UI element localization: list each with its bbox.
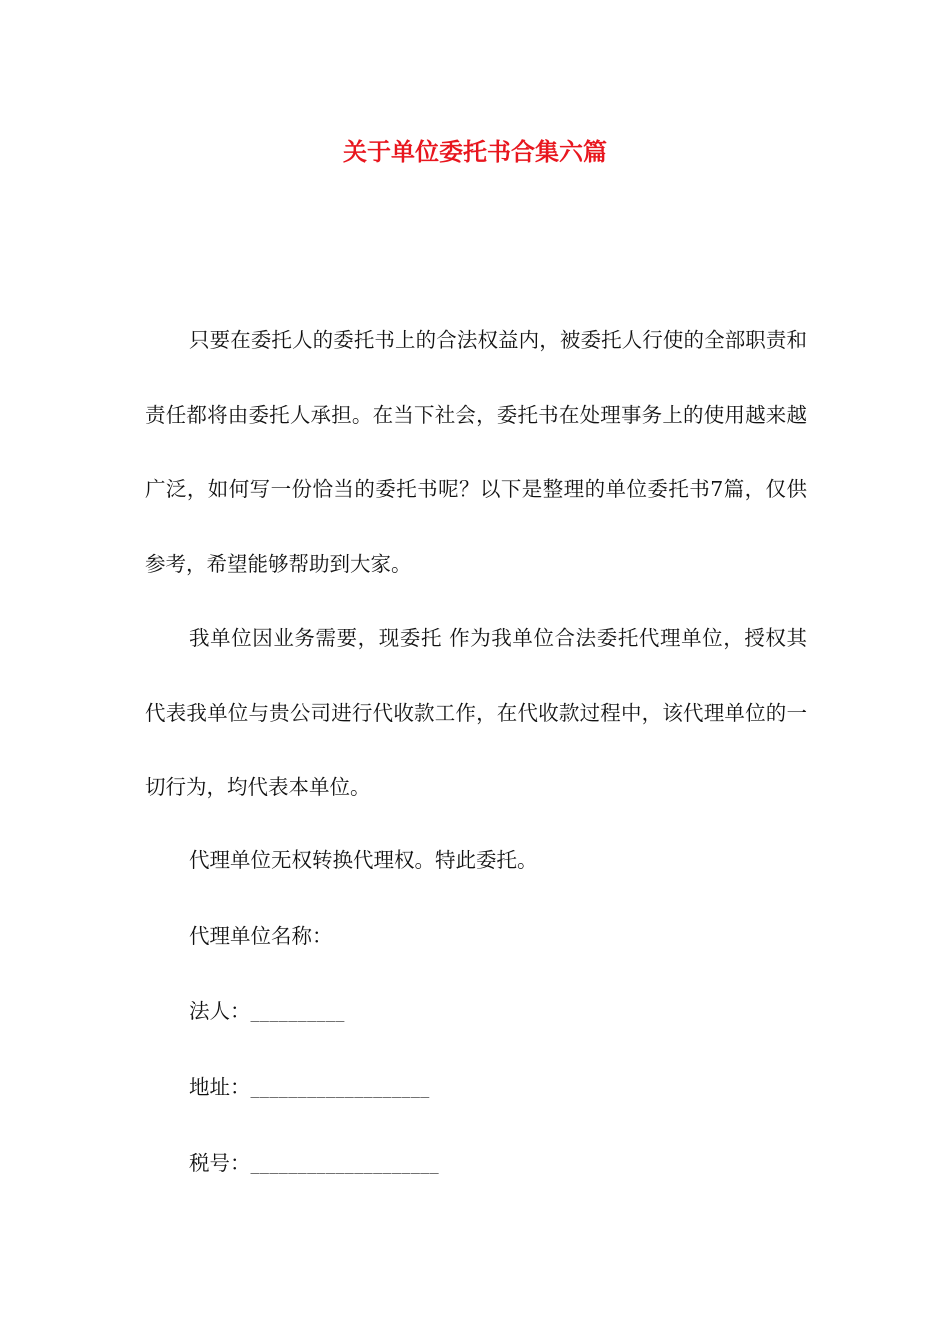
authorization-paragraph: 我单位因业务需要，现委托 作为我单位合法委托代理单位，授权其代表我单位与贵公司进行代收款工作，在代收款过程中，该代理单位的一切行为，均代表本单位。 bbox=[145, 626, 807, 799]
no-transfer-statement: 代理单位无权转换代理权。特此委托。 bbox=[189, 848, 538, 872]
address-blank: ___________________ bbox=[250, 1080, 430, 1098]
address-line bbox=[189, 1067, 430, 1109]
tax-number-line bbox=[189, 1143, 439, 1185]
legal-person-line bbox=[189, 991, 345, 1033]
address-label: 地址： bbox=[189, 1075, 251, 1099]
legal-person-blank: __________ bbox=[250, 1004, 345, 1022]
tax-number-label: 税号： bbox=[189, 1151, 251, 1175]
intro-paragraph: 只要在委托人的委托书上的合法权益内，被委托人行使的全部职责和责任都将由委托人承担。在当下社会，委托书在处理事务上的使用越来越广泛，如何写一份恰当的委托书呢？以下是整理的单位委托书7篇，仅供参考，希望能够帮助到大家。 bbox=[145, 328, 807, 576]
agent-name-label: 代理单位名称： bbox=[189, 924, 333, 948]
tax-number-blank: ____________________ bbox=[250, 1156, 440, 1174]
legal-person-label: 法人： bbox=[189, 999, 251, 1023]
document-title: 关于单位委托书合集六篇 bbox=[343, 137, 607, 166]
